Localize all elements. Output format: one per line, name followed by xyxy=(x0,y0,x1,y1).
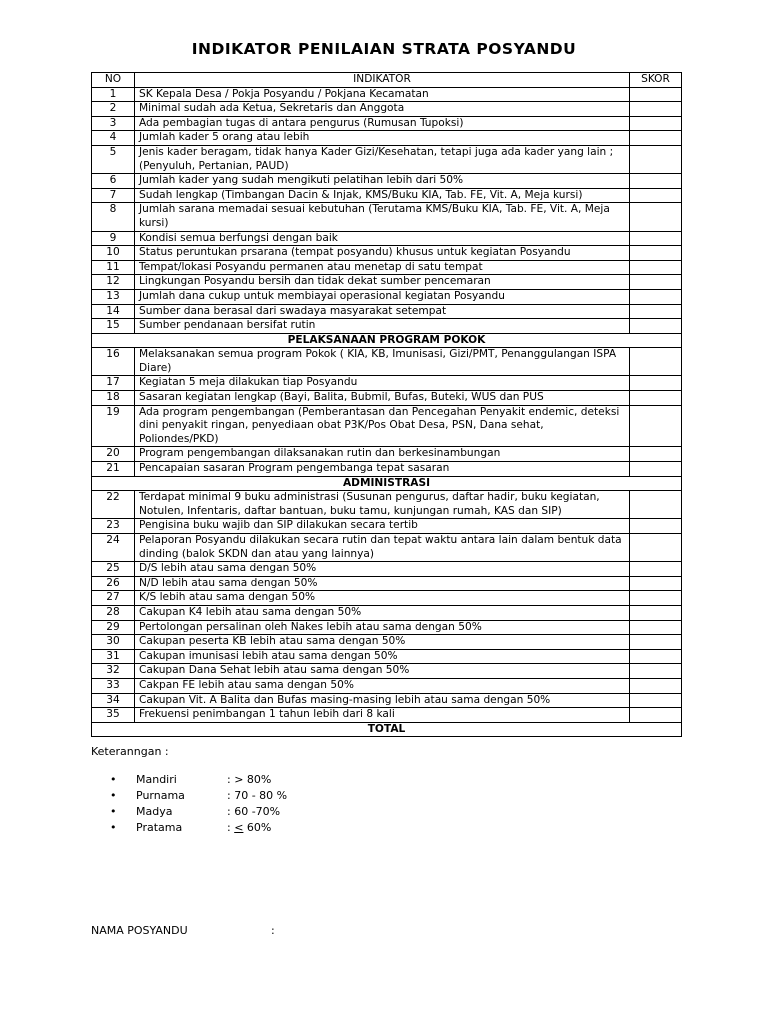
table-row xyxy=(92,87,682,102)
score-cell[interactable] xyxy=(630,635,682,650)
score-cell[interactable] xyxy=(630,348,682,376)
legend-value xyxy=(227,820,271,836)
table-body xyxy=(92,87,682,737)
row-number: 16 xyxy=(92,348,135,376)
table-row xyxy=(92,635,682,650)
indicator-text: Ada program pengembangan (Pemberantasan dan Pencegahan Penyakit endemic, deteksi dini penyakit ringan, penyediaan obat P3K/Pos Obat Desa, PSN, Dana sehat, Poliondes/PKD) xyxy=(135,405,630,447)
indicator-table xyxy=(91,72,682,737)
score-cell[interactable] xyxy=(630,260,682,275)
bullet-icon: • xyxy=(110,789,117,802)
table-row xyxy=(92,304,682,319)
indicator-text: Pengisina buku wajib dan SIP dilakukan secara tertib xyxy=(135,519,630,534)
table-row xyxy=(92,405,682,447)
score-cell[interactable] xyxy=(630,693,682,708)
score-cell[interactable] xyxy=(630,405,682,447)
indicator-text: Status peruntukan prsarana (tempat posyandu) khusus untuk kegiatan Posyandu xyxy=(135,246,630,261)
indicator-text: Kegiatan 5 meja dilakukan tiap Posyandu xyxy=(135,376,630,391)
posyandu-name-colon: : xyxy=(271,924,275,937)
score-cell[interactable] xyxy=(630,376,682,391)
header-no: NO xyxy=(92,73,135,88)
section-row xyxy=(92,333,682,348)
table-row xyxy=(92,562,682,577)
score-cell[interactable] xyxy=(630,576,682,591)
score-cell[interactable] xyxy=(630,447,682,462)
table-row xyxy=(92,145,682,173)
row-number: 23 xyxy=(92,519,135,534)
indicator-text: Pelaporan Posyandu dilakukan secara rutin dan tepat waktu antara lain dalam bentuk data dinding (balok SKDN dan atau yang lainnya) xyxy=(135,534,630,562)
indicator-text: N/D lebih atau sama dengan 50% xyxy=(135,576,630,591)
legend-value-suffix: 60% xyxy=(243,821,272,834)
score-cell[interactable] xyxy=(630,620,682,635)
table-row xyxy=(92,708,682,723)
row-number: 24 xyxy=(92,534,135,562)
notes-section xyxy=(91,745,169,758)
legend-name: Purnama xyxy=(136,789,185,802)
row-number: 8 xyxy=(92,203,135,231)
row-number: 20 xyxy=(92,447,135,462)
score-cell[interactable] xyxy=(630,391,682,406)
table-row xyxy=(92,231,682,246)
indicator-text: Cakupan Vit. A Balita dan Bufas masing-masing lebih atau sama dengan 50% xyxy=(135,693,630,708)
table-row xyxy=(92,348,682,376)
indicator-text: Frekuensi penimbangan 1 tahun lebih dari 8 kali xyxy=(135,708,630,723)
indicator-text: SK Kepala Desa / Pokja Posyandu / Pokjana Kecamatan xyxy=(135,87,630,102)
score-cell[interactable] xyxy=(630,203,682,231)
score-cell[interactable] xyxy=(630,131,682,146)
indicator-text: Tempat/lokasi Posyandu permanen atau menetap di satu tempat xyxy=(135,260,630,275)
score-cell[interactable] xyxy=(630,231,682,246)
legend-value: : 60 -70% xyxy=(227,805,281,818)
score-cell[interactable] xyxy=(630,491,682,519)
score-cell[interactable] xyxy=(630,87,682,102)
section-heading: TOTAL xyxy=(92,722,682,737)
row-number: 26 xyxy=(92,576,135,591)
table-row xyxy=(92,678,682,693)
indicator-text: Cakupan peserta KB lebih atau sama dengan 50% xyxy=(135,635,630,650)
row-number: 31 xyxy=(92,649,135,664)
table-row xyxy=(92,102,682,117)
score-cell[interactable] xyxy=(630,174,682,189)
indicator-text: Jumlah kader yang sudah mengikuti pelatihan lebih dari 50% xyxy=(135,174,630,189)
posyandu-name-label: NAMA POSYANDU xyxy=(91,924,188,937)
notes-title: Keteranngan : xyxy=(91,745,169,758)
legend-value: : > 80% xyxy=(227,773,272,786)
header-indikator: INDIKATOR xyxy=(135,73,630,88)
bullet-icon: • xyxy=(110,773,117,786)
indicator-text: Melaksanakan semua program Pokok ( KIA, KB, Imunisasi, Gizi/PMT, Penanggulangan ISPA Diare) xyxy=(135,348,630,376)
indicator-text: K/S lebih atau sama dengan 50% xyxy=(135,591,630,606)
legend-value: : 70 - 80 % xyxy=(227,789,288,802)
table-row xyxy=(92,519,682,534)
row-number: 15 xyxy=(92,319,135,334)
row-number: 2 xyxy=(92,102,135,117)
row-number: 32 xyxy=(92,664,135,679)
score-cell[interactable] xyxy=(630,246,682,261)
score-cell[interactable] xyxy=(630,562,682,577)
score-cell[interactable] xyxy=(630,145,682,173)
score-cell[interactable] xyxy=(630,289,682,304)
legend-value-prefix: : xyxy=(227,821,235,834)
indicator-text: Ada pembagian tugas di antara pengurus (Rumusan Tupoksi) xyxy=(135,116,630,131)
indicator-text: Sasaran kegiatan lengkap (Bayi, Balita, Bubmil, Bufas, Buteki, WUS dan PUS xyxy=(135,391,630,406)
score-cell[interactable] xyxy=(630,678,682,693)
row-number: 6 xyxy=(92,174,135,189)
table-row xyxy=(92,260,682,275)
score-cell[interactable] xyxy=(630,304,682,319)
table-row xyxy=(92,203,682,231)
score-cell[interactable] xyxy=(630,519,682,534)
indicator-text: Sumber pendanaan bersifat rutin xyxy=(135,319,630,334)
indicator-text: Jumlah sarana memadai sesuai kebutuhan (Terutama KMS/Buku KIA, Tab. FE, Vit. A, Meja kursi) xyxy=(135,203,630,231)
table-row xyxy=(92,246,682,261)
table-header-row xyxy=(92,73,682,88)
bullet-icon: • xyxy=(110,821,117,834)
section-row xyxy=(92,476,682,491)
score-cell[interactable] xyxy=(630,605,682,620)
row-number: 12 xyxy=(92,275,135,290)
score-cell[interactable] xyxy=(630,591,682,606)
row-number: 14 xyxy=(92,304,135,319)
table-row xyxy=(92,664,682,679)
table-row xyxy=(92,447,682,462)
legend-name: Madya xyxy=(136,805,173,818)
score-cell[interactable] xyxy=(630,649,682,664)
section-row xyxy=(92,722,682,737)
score-cell[interactable] xyxy=(630,275,682,290)
row-number: 17 xyxy=(92,376,135,391)
page-title: INDIKATOR PENILAIAN STRATA POSYANDU xyxy=(191,40,577,58)
less-equal-symbol: < xyxy=(234,821,244,834)
score-cell[interactable] xyxy=(630,319,682,334)
table-row xyxy=(92,693,682,708)
indicator-text: Lingkungan Posyandu bersih dan tidak dekat sumber pencemaran xyxy=(135,275,630,290)
table-row xyxy=(92,188,682,203)
table-row xyxy=(92,591,682,606)
row-number: 1 xyxy=(92,87,135,102)
row-number: 19 xyxy=(92,405,135,447)
table-row xyxy=(92,131,682,146)
indicator-text: Minimal sudah ada Ketua, Sekretaris dan Anggota xyxy=(135,102,630,117)
row-number: 22 xyxy=(92,491,135,519)
indicator-text: Jenis kader beragam, tidak hanya Kader Gizi/Kesehatan, tetapi juga ada kader yang lain ; (Penyuluh, Pertanian, PAUD) xyxy=(135,145,630,173)
row-number: 33 xyxy=(92,678,135,693)
row-number: 34 xyxy=(92,693,135,708)
row-number: 18 xyxy=(92,391,135,406)
score-cell[interactable] xyxy=(630,102,682,117)
indicator-text: Jumlah dana cukup untuk membiayai operasional kegiatan Posyandu xyxy=(135,289,630,304)
indicator-text: D/S lebih atau sama dengan 50% xyxy=(135,562,630,577)
row-number: 21 xyxy=(92,462,135,477)
indicator-text: Cakpan FE lebih atau sama dengan 50% xyxy=(135,678,630,693)
row-number: 7 xyxy=(92,188,135,203)
indicator-text: Cakupan imunisasi lebih atau sama dengan 50% xyxy=(135,649,630,664)
table-row xyxy=(92,319,682,334)
row-number: 11 xyxy=(92,260,135,275)
row-number: 28 xyxy=(92,605,135,620)
row-number: 5 xyxy=(92,145,135,173)
indicator-text: Kondisi semua berfungsi dengan baik xyxy=(135,231,630,246)
row-number: 10 xyxy=(92,246,135,261)
table-row xyxy=(92,116,682,131)
posyandu-name-line xyxy=(91,924,275,937)
indicator-text: Sudah lengkap (Timbangan Dacin & Injak, KMS/Buku KIA, Tab. FE, Vit. A, Meja kursi) xyxy=(135,188,630,203)
table-row xyxy=(92,462,682,477)
score-cell[interactable] xyxy=(630,188,682,203)
legend-name: Mandiri xyxy=(136,773,177,786)
score-cell[interactable] xyxy=(630,664,682,679)
indicator-text: Terdapat minimal 9 buku administrasi (Susunan pengurus, daftar hadir, buku kegiatan, Notulen, Infentaris, daftar bantuan, buku tamu, kunjungan rumah, KAS dan SIP) xyxy=(135,491,630,519)
table-row xyxy=(92,576,682,591)
table-row xyxy=(92,289,682,304)
table-row xyxy=(92,491,682,519)
table-row xyxy=(92,534,682,562)
indicator-text: Pencapaian sasaran Program pengembanga tepat sasaran xyxy=(135,462,630,477)
legend-name: Pratama xyxy=(136,821,183,834)
row-number: 3 xyxy=(92,116,135,131)
row-number: 25 xyxy=(92,562,135,577)
score-cell[interactable] xyxy=(630,534,682,562)
table-row xyxy=(92,605,682,620)
table-row xyxy=(92,275,682,290)
row-number: 9 xyxy=(92,231,135,246)
indicator-text: Sumber dana berasal dari swadaya masyarakat setempat xyxy=(135,304,630,319)
indicator-text: Program pengembangan dilaksanakan rutin dan berkesinambungan xyxy=(135,447,630,462)
table-row xyxy=(92,620,682,635)
section-heading: ADMINISTRASI xyxy=(92,476,682,491)
indicator-text: Pertolongan persalinan oleh Nakes lebih atau sama dengan 50% xyxy=(135,620,630,635)
section-heading: PELAKSANAAN PROGRAM POKOK xyxy=(92,333,682,348)
table-row xyxy=(92,391,682,406)
row-number: 4 xyxy=(92,131,135,146)
row-number: 35 xyxy=(92,708,135,723)
row-number: 13 xyxy=(92,289,135,304)
row-number: 30 xyxy=(92,635,135,650)
header-skor: SKOR xyxy=(630,73,682,88)
table-row xyxy=(92,174,682,189)
indicator-text: Cakupan K4 lebih atau sama dengan 50% xyxy=(135,605,630,620)
table-row xyxy=(92,649,682,664)
indicator-text: Cakupan Dana Sehat lebih atau sama dengan 50% xyxy=(135,664,630,679)
bullet-icon: • xyxy=(110,805,117,818)
score-cell[interactable] xyxy=(630,708,682,723)
indicator-text: Jumlah kader 5 orang atau lebih xyxy=(135,131,630,146)
table-row xyxy=(92,376,682,391)
score-cell[interactable] xyxy=(630,116,682,131)
score-cell[interactable] xyxy=(630,462,682,477)
row-number: 27 xyxy=(92,591,135,606)
row-number: 29 xyxy=(92,620,135,635)
